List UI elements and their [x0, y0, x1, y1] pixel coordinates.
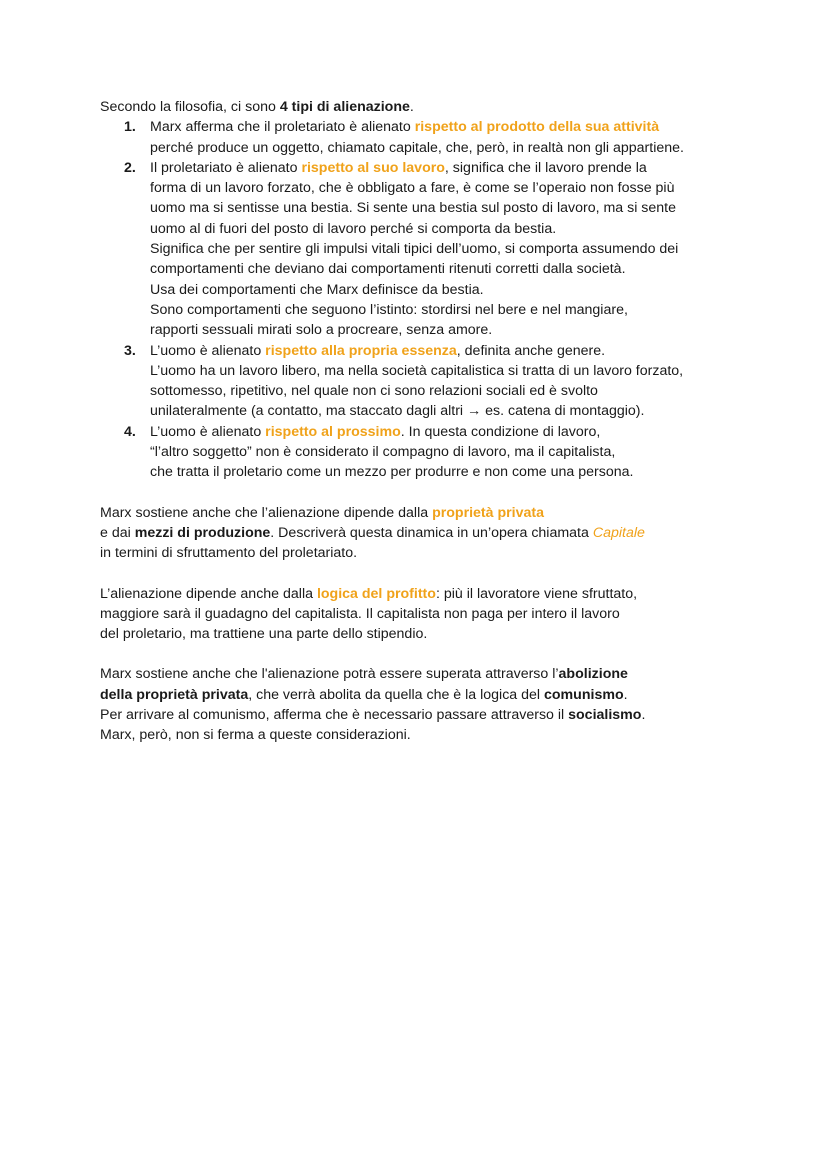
paragraph-communism: [100, 664, 740, 745]
bold-text: socialismo: [568, 707, 642, 724]
paragraph-line: [100, 664, 740, 684]
intro-bold: 4 tipi di alienazione: [279, 99, 410, 115]
text-span: , significa che il lavoro prende la: [444, 159, 647, 176]
paragraph-line: Marx, però, non si ferma a queste considerazioni.: [100, 727, 411, 744]
list-line: [150, 117, 740, 137]
paragraph-line: [100, 705, 740, 725]
text-span: .: [641, 707, 646, 724]
text-span: Il proletariato è alienato: [150, 159, 302, 176]
list-line: [150, 422, 740, 442]
list-line: rapporti sessuali mirati solo a procreare, senza amore.: [150, 322, 493, 339]
text-span: . In questa condizione di lavoro,: [400, 423, 601, 440]
highlight-text: logica del profitto: [316, 585, 436, 602]
intro-paragraph: [100, 97, 740, 117]
text-span: Per arrivare al comunismo, afferma che è necessario passare attraverso il: [100, 707, 569, 724]
text-span: L’uomo è alienato: [150, 423, 266, 440]
list-number: 1.: [124, 119, 136, 136]
list-line: Usa dei comportamenti che Marx definisce da bestia.: [150, 281, 484, 298]
list-line: Significa che per sentire gli impulsi vitali tipici dell’uomo, si comporta assumendo dei: [150, 241, 679, 258]
paragraph-line: [100, 584, 740, 604]
list-line: L’uomo ha un lavoro libero, ma nella società capitalistica si tratta di un lavoro forzato,: [150, 362, 684, 379]
paragraph-line: in termini di sfruttamento del proletariato.: [100, 545, 358, 562]
text-span: Marx sostiene anche che l'alienazione potrà essere superata attraverso l’: [100, 666, 559, 683]
list-line: uomo al di fuori del posto di lavoro perché si comporta da bestia.: [150, 220, 557, 237]
text-span: . Descriverà questa dinamica in un’opera chiamata: [270, 524, 593, 541]
list-number: 2.: [124, 159, 136, 176]
highlight-text: rispetto al prossimo: [265, 423, 401, 440]
list-line: uomo ma si sentisse una bestia. Si sente una bestia sul posto di lavoro, ma si sente: [150, 200, 677, 217]
bold-text: mezzi di produzione: [134, 524, 271, 541]
list-line: “l’altro soggetto” non è considerato il compagno di lavoro, ma il capitalista,: [150, 444, 616, 461]
list-line: sottomesso, ripetitivo, nel quale non ci sono relazioni sociali ed è svolto: [150, 383, 598, 400]
highlight-text: rispetto al prodotto della sua attività: [414, 119, 660, 136]
list-line: perché produce un oggetto, chiamato capitale, che, però, in realtà non gli appartiene.: [150, 139, 684, 156]
text-span: : più il lavoratore viene sfruttato,: [435, 585, 638, 602]
highlight-text: rispetto al suo lavoro: [301, 159, 445, 176]
list-number: 3.: [124, 342, 136, 359]
intro-text: Secondo la filosofia, ci sono: [100, 99, 280, 115]
list-line: comportamenti che deviano dai comportamenti ritenuti corretti dalla società.: [150, 261, 626, 278]
highlight-text: proprietà privata: [432, 504, 545, 521]
bold-text: abolizione: [558, 666, 628, 683]
spacer: [100, 483, 740, 503]
paragraph-profit: [100, 584, 740, 645]
paragraph-line: [100, 503, 740, 523]
list-line: unilateralmente (a contatto, ma staccato dagli altri → es. catena di montaggio).: [150, 403, 645, 420]
list-line: Sono comportamenti che seguono l’istinto: stordirsi nel bere e nel mangiare,: [150, 301, 628, 318]
list-item: [100, 422, 740, 483]
alienation-list: [100, 117, 740, 482]
paragraph-line: maggiore sarà il guadagno del capitalista. Il capitalista non paga per intero il lavoro: [100, 605, 620, 622]
list-item: [100, 117, 740, 158]
paragraph-line: [100, 685, 740, 705]
text-span: , definita anche genere.: [456, 342, 606, 359]
spacer: [100, 564, 740, 584]
paragraph-line: [100, 523, 740, 543]
text-span: Marx sostiene anche che l’alienazione dipende dalla: [100, 504, 433, 521]
list-line: che tratta il proletario come un mezzo per produrre e non come una persona.: [150, 464, 634, 481]
text-span: Marx afferma che il proletariato è alienato: [150, 119, 415, 136]
spacer: [100, 644, 740, 664]
bold-text: comunismo: [544, 686, 624, 703]
list-item: [100, 341, 740, 422]
list-line: [150, 158, 740, 178]
text-span: L’uomo è alienato: [150, 342, 266, 359]
list-line: [150, 341, 740, 361]
document-body: [100, 97, 740, 746]
intro-end: .: [409, 99, 414, 115]
italic-highlight-text: Capitale: [592, 524, 645, 541]
list-line: forma di un lavoro forzato, che è obbligato a fare, è come se l’operaio non fosse più: [150, 180, 675, 197]
paragraph-private-property: [100, 503, 740, 564]
bold-text: della proprietà privata: [100, 686, 249, 703]
text-span: , che verrà abolita da quella che è la logica del: [248, 686, 544, 703]
text-span: .: [623, 686, 628, 703]
text-span: L’alienazione dipende anche dalla: [100, 585, 317, 602]
text-span: e dai: [100, 524, 135, 541]
list-item: [100, 158, 740, 341]
paragraph-line: del proletario, ma trattiene una parte dello stipendio.: [100, 626, 428, 643]
highlight-text: rispetto alla propria essenza: [265, 342, 457, 359]
list-number: 4.: [124, 423, 136, 440]
